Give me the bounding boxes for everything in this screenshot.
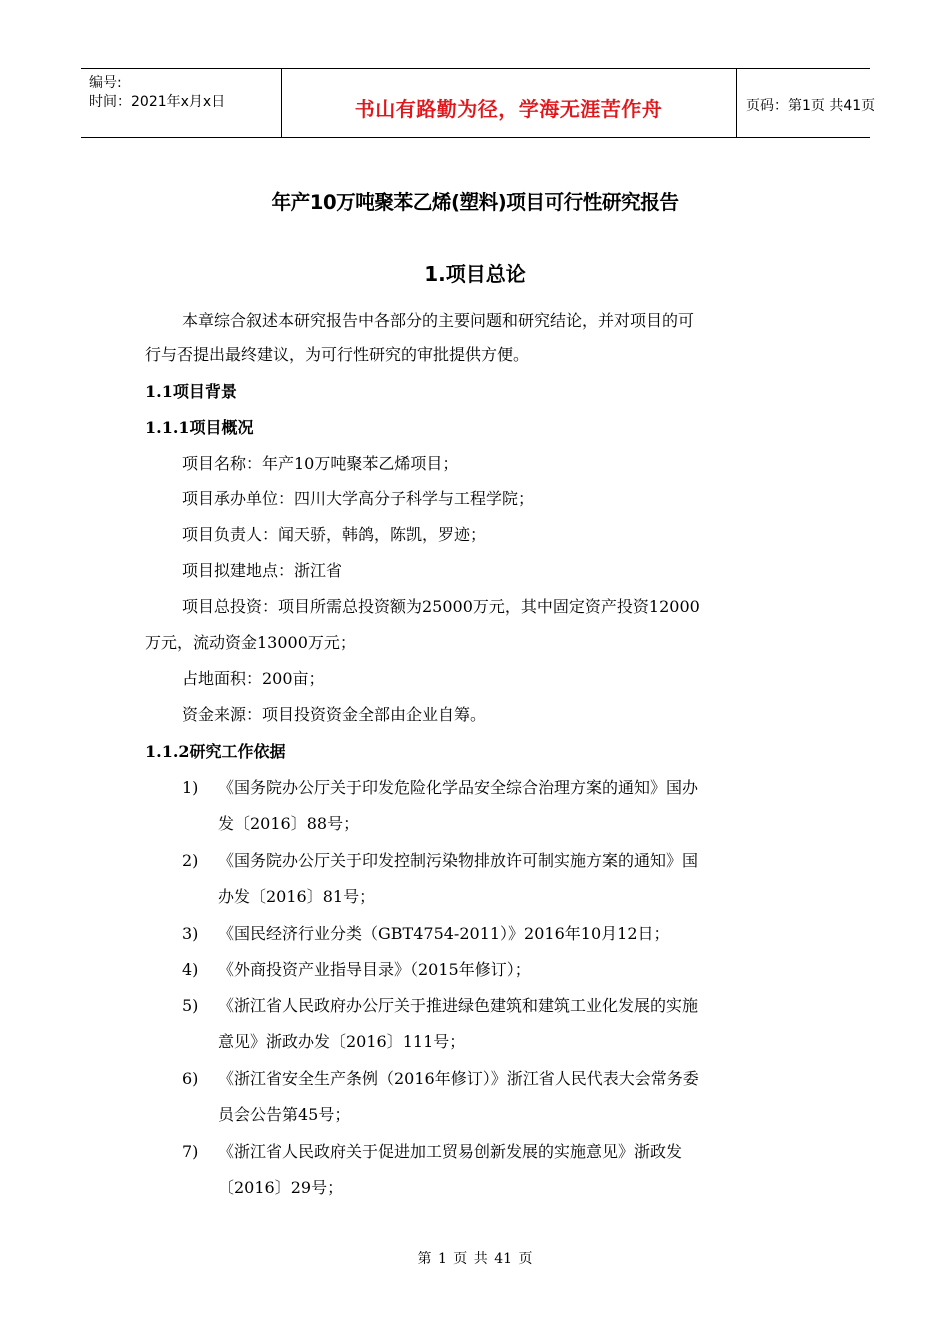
intro-paragraph-line1: 本章综合叙述本研究报告中各部分的主要问题和研究结论，并对项目的可 (182, 311, 695, 330)
list-item-number: 5) (182, 996, 199, 1015)
overview-land-area: 占地面积：200亩； (182, 669, 325, 688)
section-heading-1-1-2: 1.1.2研究工作依据 (145, 742, 286, 761)
document-title: 年产10万吨聚苯乙烯(塑料)项目可行性研究报告 (271, 191, 679, 214)
list-item-text-cont: 发〔2016〕88号； (218, 814, 360, 833)
page-footer: 第 1 页 共 41 页 (417, 1251, 533, 1267)
list-item-text: 《国民经济行业分类（GBT4754-2011）》2016年10月12日； (218, 924, 670, 943)
header-page-number: 页码：第1页 共41页 (746, 98, 876, 114)
intro-paragraph-line2: 行与否提出最终建议，为可行性研究的审批提供方便。 (145, 345, 530, 364)
list-item-text: 《国务院办公厅关于印发危险化学品安全综合治理方案的通知》国办 (218, 778, 699, 797)
overview-project-leader: 项目负责人：闻天骄，韩鸽，陈凯，罗迹； (182, 525, 487, 544)
list-item-text-cont: 意见》浙政办发〔2016〕111号； (218, 1032, 466, 1051)
overview-investment-line1: 项目总投资：项目所需总投资额为25000万元，其中固定资产投资12000 (182, 597, 700, 616)
section-heading-1-1-1: 1.1.1项目概况 (145, 418, 254, 437)
list-item-number: 4) (182, 960, 199, 979)
list-item-number: 3) (182, 924, 199, 943)
document-number-label: 编号: (89, 75, 122, 91)
list-item-text-cont: 〔2016〕29号； (218, 1178, 344, 1197)
header-motto-cell (281, 69, 737, 137)
list-item-text: 《浙江省人民政府关于促进加工贸易创新发展的实施意见》浙政发 (218, 1142, 683, 1161)
header-page-cell (737, 69, 876, 137)
list-item-number: 6) (182, 1069, 199, 1088)
header-motto: 书山有路勤为径，学海无涯苦作舟 (354, 97, 663, 121)
list-item-number: 1) (182, 778, 199, 797)
list-item-text: 《浙江省安全生产条例（2016年修订）》浙江省人民代表大会常务委 (218, 1069, 699, 1088)
list-item-text: 《国务院办公厅关于印发控制污染物排放许可制实施方案的通知》国 (218, 851, 699, 870)
list-item-text: 《浙江省人民政府办公厅关于推进绿色建筑和建筑工业化发展的实施 (218, 996, 699, 1015)
section-heading-1-1: 1.1项目背景 (145, 382, 237, 401)
chapter-heading: 1.项目总论 (424, 262, 526, 286)
document-time-label: 时间：2021年x月x日 (89, 94, 226, 110)
overview-host-unit: 项目承办单位：四川大学高分子科学与工程学院； (182, 489, 535, 508)
overview-project-name: 项目名称：年产10万吨聚苯乙烯项目； (182, 454, 459, 473)
overview-funds-source: 资金来源：项目投资资金全部由企业自筹。 (182, 705, 487, 724)
list-item-number: 2) (182, 851, 199, 870)
header-table (81, 68, 876, 138)
list-item-text-cont: 办发〔2016〕81号； (218, 887, 376, 906)
overview-project-site: 项目拟建地点：浙江省 (182, 561, 343, 580)
list-item-text-cont: 员会公告第45号； (218, 1105, 351, 1124)
header-meta-cell (81, 69, 282, 137)
list-item-number: 7) (182, 1142, 199, 1161)
overview-investment-line2: 万元，流动资金13000万元； (145, 633, 356, 652)
list-item-text: 《外商投资产业指导目录》（2015年修订）； (218, 960, 531, 979)
